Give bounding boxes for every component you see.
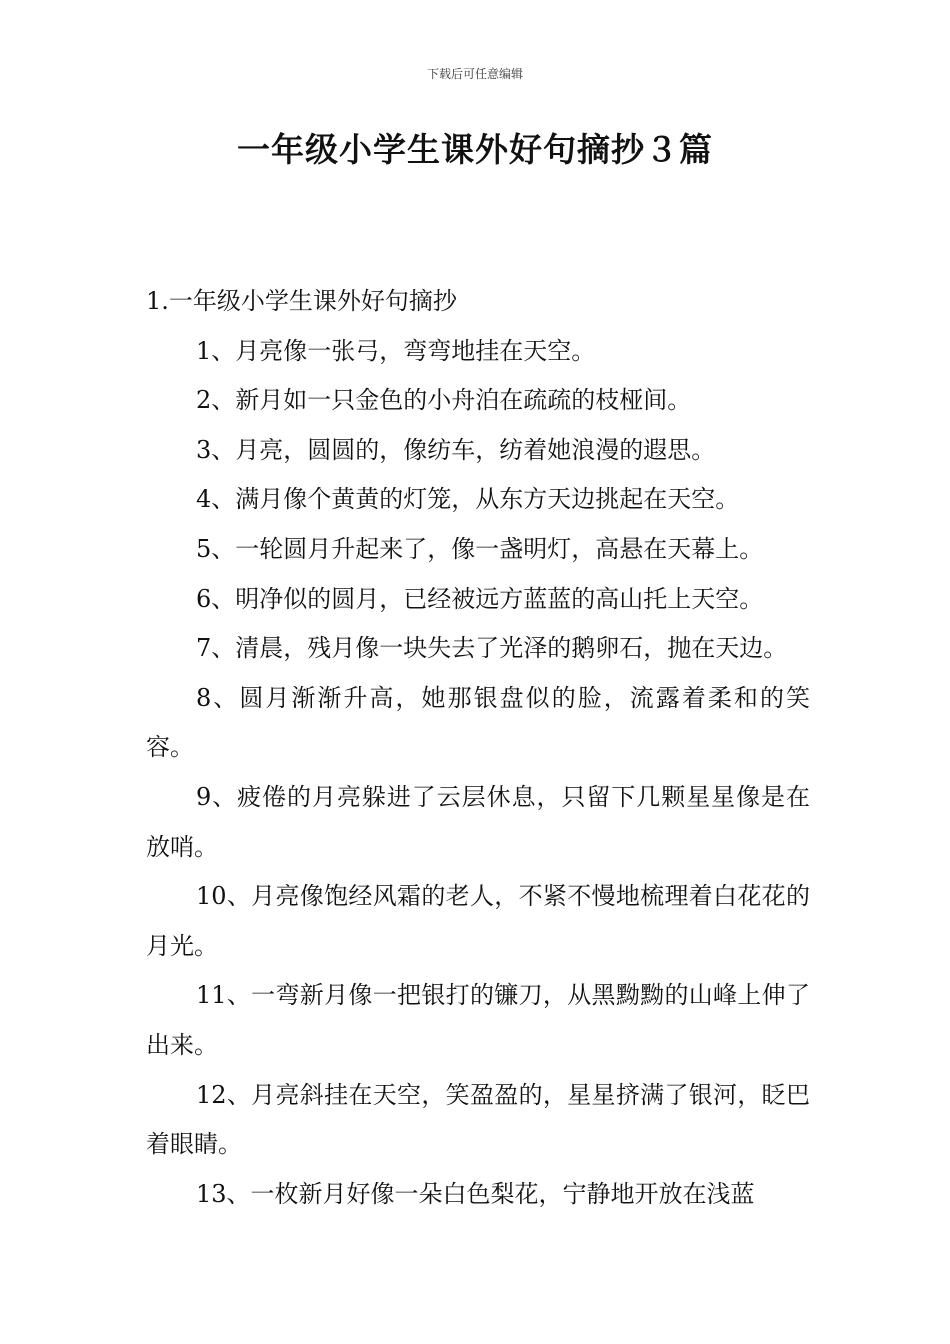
sentence-7: 7、清晨，残月像一块失去了光泽的鹅卵石，抛在天边。	[196, 634, 788, 663]
sentence-1: 1、月亮像一张弓，弯弯地挂在天空。	[196, 336, 596, 365]
sentence-10: 10、月亮像饱经风霜的老人，不紧不慢地梳理着白花花的月光。	[146, 882, 810, 960]
section-heading: 1.一年级小学生课外好句摘抄	[146, 287, 457, 315]
sentence-5: 5、一轮圆月升起来了，像一盏明灯，高悬在天幕上。	[196, 534, 764, 563]
sentence-12: 12、月亮斜挂在天空，笑盈盈的，星星挤满了银河，眨巴着眼睛。	[146, 1080, 810, 1159]
sentence-13: 13、一枚新月好像一朵白色梨花，宁静地开放在浅蓝	[196, 1179, 755, 1208]
sentence-8: 8、圆月渐渐升高，她那银盘似的脸，流露着柔和的笑容。	[146, 683, 810, 762]
sentence-9: 9、疲倦的月亮躲进了云层休息，只留下几颗星星像是在放哨。	[146, 782, 810, 861]
document-title: 一年级小学生课外好句摘抄３篇	[237, 130, 713, 169]
sentence-4: 4、满月像个黄黄的灯笼，从东方天边挑起在天空。	[196, 485, 740, 514]
sentence-2: 2、新月如一只金色的小舟泊在疏疏的枝桠间。	[196, 386, 692, 415]
sentence-11: 11、一弯新月像一把银打的镰刀，从黑黝黝的山峰上伸了出来。	[146, 981, 810, 1059]
document-body	[146, 277, 810, 1219]
sentence-6: 6、明净似的圆月，已经被远方蓝蓝的高山托上天空。	[196, 584, 764, 613]
header-note: 下载后可任意编辑	[426, 67, 523, 81]
sentence-3: 3、月亮，圆圆的，像纺车，纺着她浪漫的遐思。	[196, 435, 716, 464]
